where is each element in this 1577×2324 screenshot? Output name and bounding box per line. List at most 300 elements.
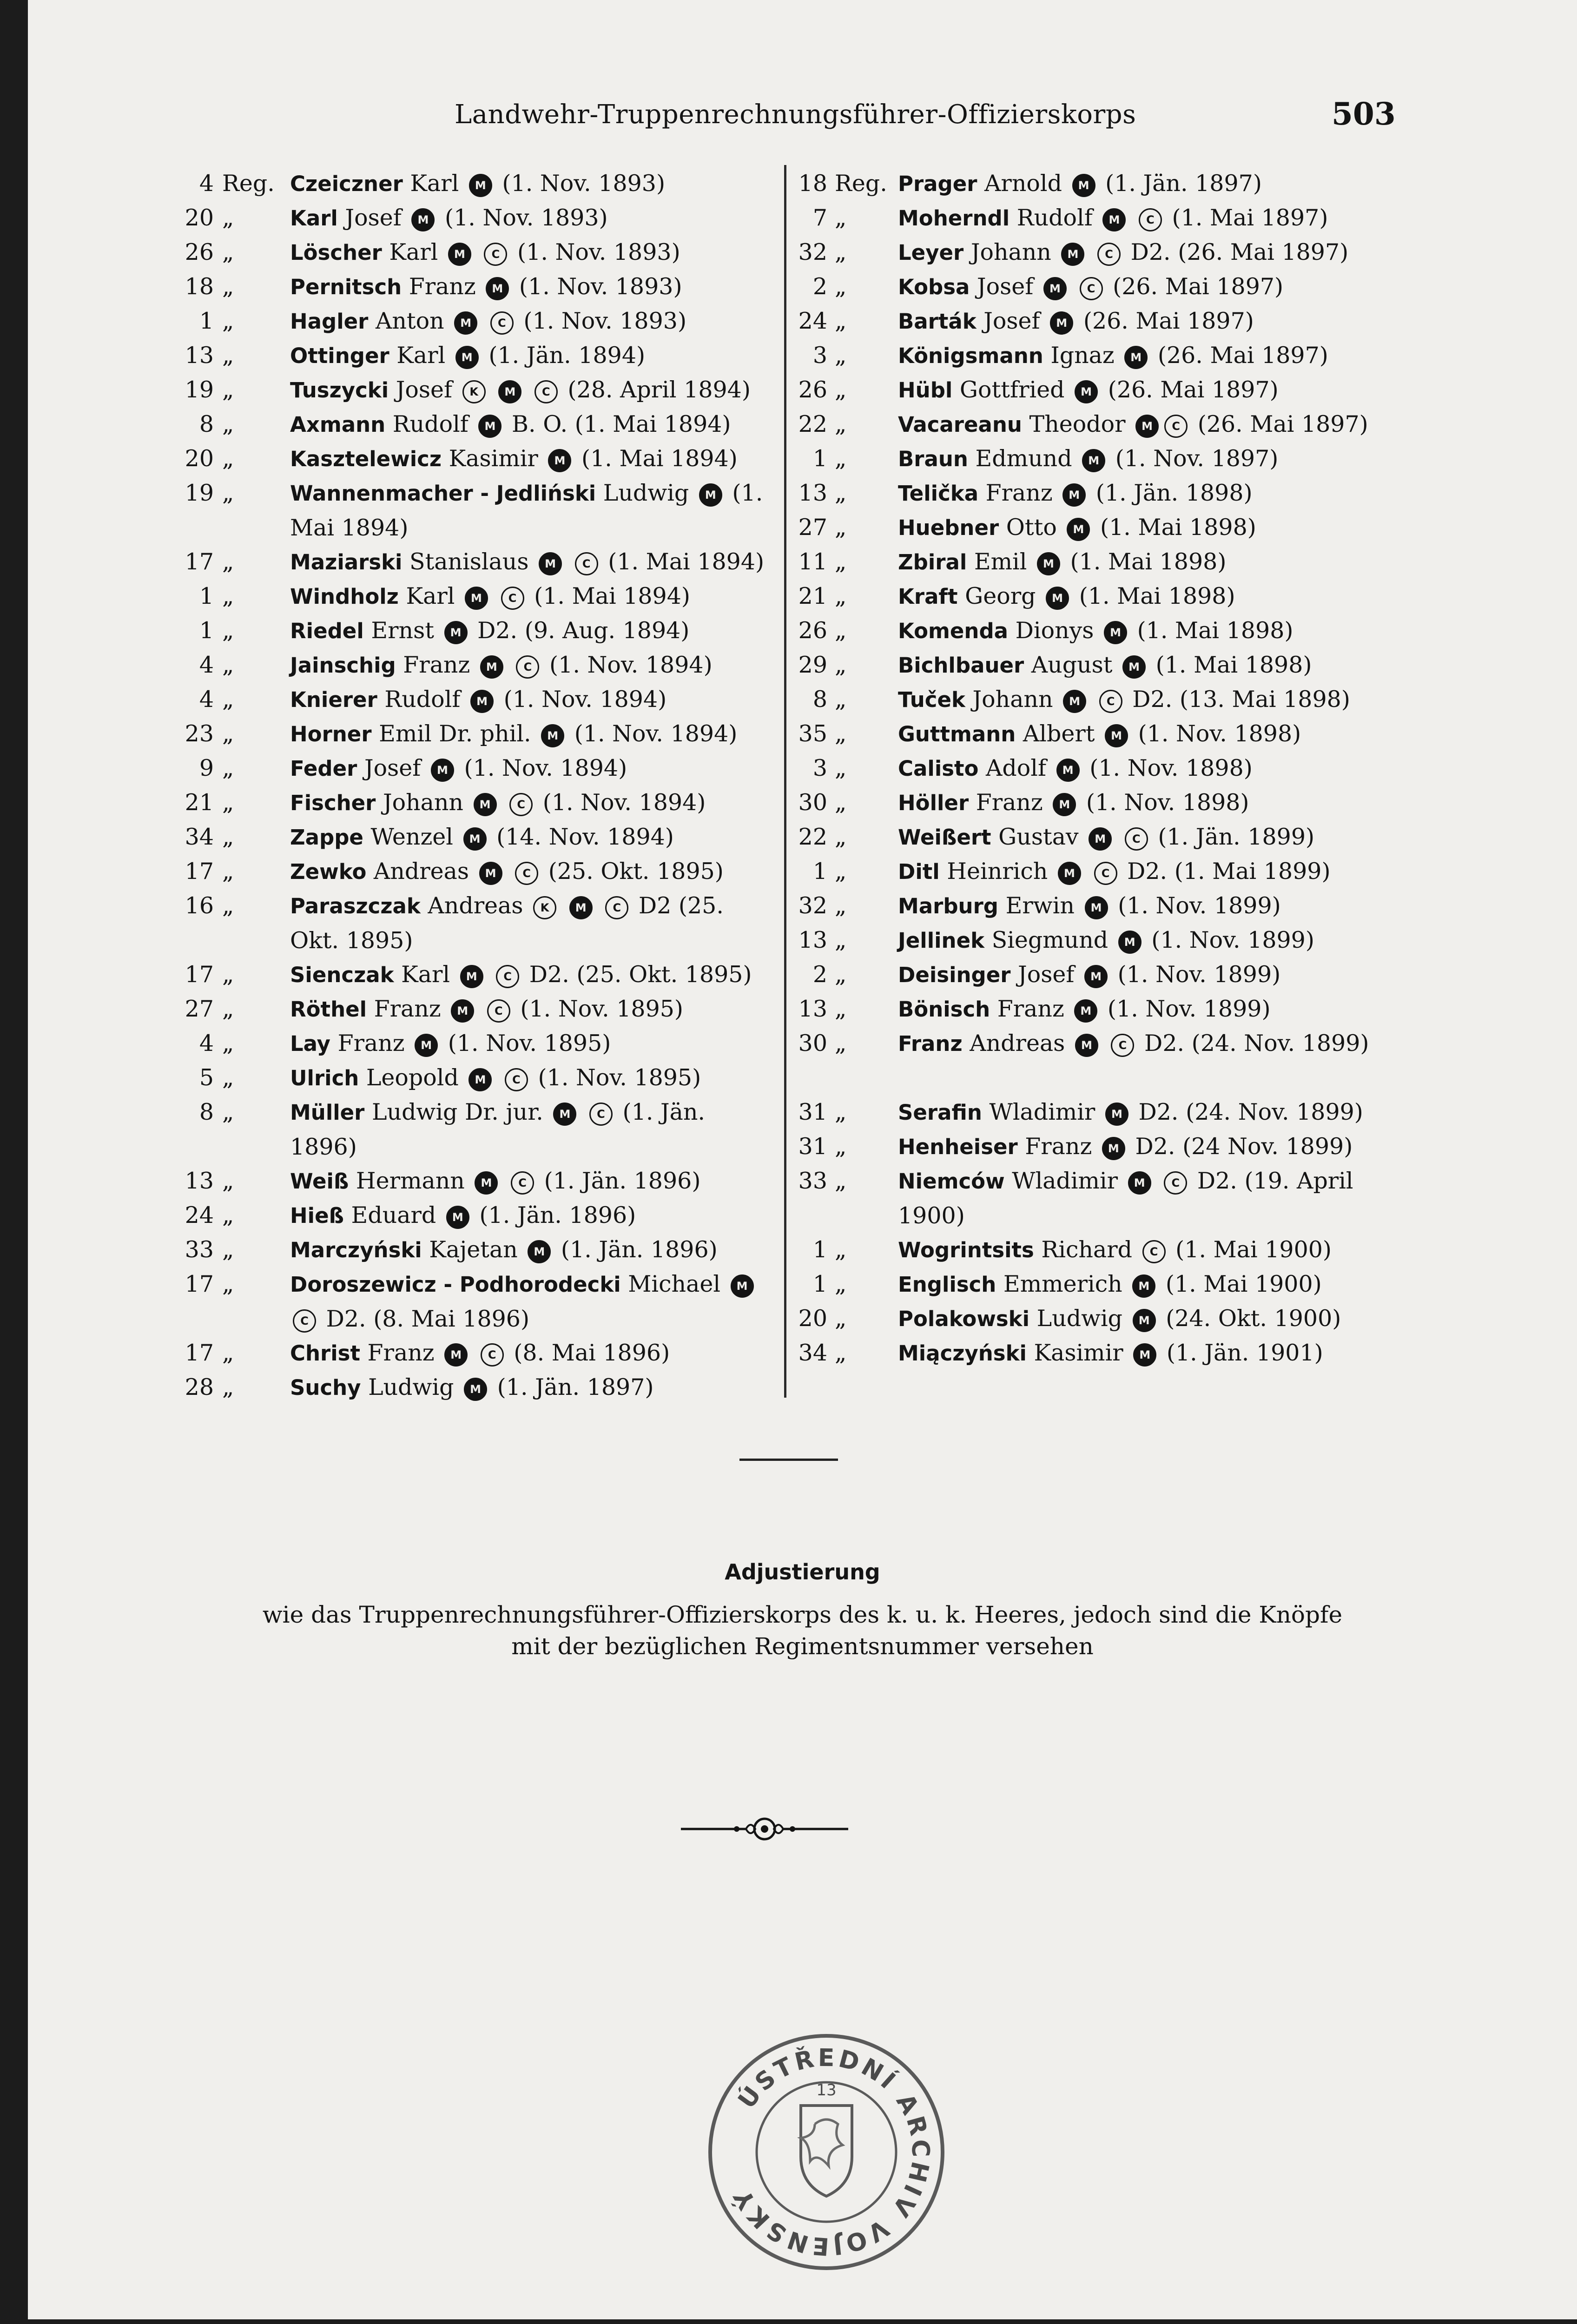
entry-detail: (1. Nov. 1898) — [1079, 789, 1249, 816]
entry-detail — [495, 1064, 502, 1091]
list-item — [165, 166, 778, 201]
seal-m-icon: M — [1089, 827, 1112, 851]
officer-surname: Axmann — [290, 412, 386, 437]
entry-text — [290, 166, 778, 201]
entry-text — [898, 407, 1390, 442]
list-item — [790, 717, 1390, 751]
officer-surname: Wannenmacher - Jedliński — [290, 481, 596, 506]
entry-text — [898, 1164, 1390, 1233]
regiment-label: „ — [835, 1236, 847, 1263]
entry-detail: (1. Mai 1898) — [1130, 617, 1293, 644]
regiment-label: „ — [222, 1271, 234, 1297]
regiment-number: 22 — [798, 411, 827, 437]
regiment-label: „ — [222, 1374, 234, 1400]
officer-surname: Henheiser — [898, 1135, 1018, 1159]
regiment-number: 17 — [185, 858, 214, 885]
regiment-label: „ — [835, 720, 847, 747]
regiment-number: 20 — [185, 205, 214, 231]
regiment-number: 1 — [199, 583, 214, 609]
regiment-number: 33 — [798, 1168, 827, 1194]
officer-surname: Leyer — [898, 240, 964, 265]
entry-text — [898, 1026, 1390, 1061]
list-item — [165, 1026, 778, 1061]
entry-detail: D2. (9. Aug. 1894) — [470, 617, 690, 644]
adjustierung-title: Adjustierung — [725, 1559, 880, 1585]
officer-surname: Horner — [290, 722, 372, 746]
list-item — [790, 1301, 1390, 1336]
regiment-number: 24 — [185, 1202, 214, 1228]
regiment-number: 17 — [185, 1340, 214, 1366]
entry-detail: (28. April 1894) — [560, 376, 751, 403]
entry-detail: Eduard — [343, 1202, 443, 1228]
list-item — [165, 1267, 778, 1336]
seal-c-icon: C — [1099, 690, 1122, 713]
seal-c-icon: C — [487, 999, 510, 1023]
seal-c-icon: C — [605, 896, 628, 919]
regiment-label: „ — [222, 720, 234, 747]
regiment-label: „ — [222, 342, 234, 369]
regiment-number: 4 — [199, 652, 214, 678]
entry-detail: D2. (24. Nov. 1899) — [1137, 1030, 1369, 1056]
seal-m-icon: M — [464, 1378, 487, 1401]
column-divider — [784, 165, 786, 1398]
seal-m-icon: M — [1037, 552, 1060, 575]
seal-m-icon: M — [1075, 380, 1098, 403]
entry-text — [898, 1129, 1390, 1164]
entry-text — [898, 338, 1390, 373]
regiment-number: 17 — [185, 961, 214, 988]
list-item — [790, 201, 1390, 235]
officer-surname: Lay — [290, 1031, 330, 1056]
regiment-number: 35 — [798, 720, 827, 747]
regiment-label: „ — [222, 617, 234, 644]
entry-detail: Andreas — [420, 892, 531, 919]
regiment-number: 3 — [812, 342, 827, 369]
entry-text — [898, 579, 1390, 614]
entry-detail: Karl — [402, 170, 466, 197]
entry-detail: Erwin — [998, 892, 1082, 919]
regiment-label: „ — [222, 961, 234, 988]
entry-detail: (1. Nov. 1893) — [495, 170, 666, 197]
entry-detail — [474, 239, 482, 265]
regiment-label: „ — [222, 1064, 234, 1091]
entry-text — [898, 235, 1390, 270]
list-item — [165, 957, 778, 992]
entry-text — [290, 648, 778, 683]
seal-m-icon: M — [411, 208, 435, 231]
seal-m-icon: M — [1043, 277, 1067, 300]
entry-detail: (1. Mai 1900) — [1158, 1271, 1322, 1297]
seal-m-icon: M — [1061, 243, 1084, 266]
entry-detail: Franz — [969, 789, 1050, 816]
entry-text — [898, 923, 1390, 958]
seal-m-icon: M — [479, 862, 502, 885]
seal-m-icon: M — [1075, 1034, 1098, 1057]
seal-m-icon: M — [448, 243, 471, 266]
list-item — [790, 751, 1390, 786]
entry-detail: (26. Mai 1897) — [1190, 411, 1368, 437]
entry-detail — [595, 892, 603, 919]
regiment-label: Reg. — [222, 170, 275, 197]
officer-surname: Tuček — [898, 687, 965, 712]
seal-m-icon: M — [569, 896, 593, 919]
regiment-number: 2 — [812, 961, 827, 988]
entry-text — [898, 270, 1390, 304]
officer-surname: Doroszewicz - Podhorodecki — [290, 1272, 621, 1297]
regiment-number: 32 — [798, 239, 827, 265]
list-item — [790, 373, 1390, 407]
seal-m-icon: M — [1105, 724, 1128, 747]
officer-surname: Kobsa — [898, 275, 970, 299]
regiment-label: „ — [222, 445, 234, 472]
entry-text — [898, 751, 1390, 786]
officer-surname: Ottinger — [290, 343, 389, 368]
regiment-label: „ — [835, 617, 847, 644]
entry-detail: (1. Mai 1894) — [290, 480, 763, 541]
seal-m-icon: M — [1124, 346, 1148, 369]
list-item — [790, 889, 1390, 923]
seal-m-icon: M — [1104, 621, 1127, 644]
entry-detail — [500, 789, 507, 816]
list-item — [165, 304, 778, 338]
list-item — [165, 854, 778, 889]
entry-detail: Hermann — [349, 1168, 472, 1194]
entry-detail: D2 (25. Okt. 1895) — [290, 892, 724, 954]
entry-detail: Franz — [978, 480, 1060, 506]
entry-detail: Ernst — [363, 617, 442, 644]
regiment-number: 8 — [199, 411, 214, 437]
entry-text — [290, 992, 778, 1027]
entry-detail: (26. Mai 1897) — [1076, 308, 1254, 334]
officer-surname: Niemców — [898, 1169, 1005, 1194]
list-item — [790, 304, 1390, 338]
officer-surname: Hübl — [898, 378, 953, 403]
entry-text — [290, 545, 778, 580]
entry-detail: Ludwig — [361, 1374, 462, 1400]
entry-detail: Leopold — [359, 1064, 466, 1091]
officer-surname: Deisinger — [898, 963, 1011, 987]
entry-detail: Emmerich — [996, 1271, 1130, 1297]
regiment-number: 29 — [798, 652, 827, 678]
regiment-number: 13 — [798, 927, 827, 953]
regiment-label: „ — [835, 652, 847, 678]
regiment-number: 21 — [185, 789, 214, 816]
seal-m-icon: M — [1102, 208, 1126, 231]
regiment-label: „ — [835, 824, 847, 850]
officer-surname: Pernitsch — [290, 275, 402, 299]
stamp-number: 13 — [816, 2081, 837, 2100]
officer-surname: Miączyński — [898, 1341, 1027, 1366]
regiment-number: 3 — [812, 755, 827, 781]
regiment-label: „ — [222, 789, 234, 816]
entry-detail: Josef — [1010, 961, 1082, 988]
regiment-number: 34 — [798, 1340, 827, 1366]
entry-text — [290, 201, 778, 236]
regiment-label: „ — [835, 514, 847, 541]
entry-detail: (8. Mai 1896) — [506, 1340, 670, 1366]
entry-text — [290, 1061, 778, 1096]
regiment-label: „ — [222, 583, 234, 609]
entry-detail: Emil — [967, 548, 1034, 575]
officer-surname: Christ — [290, 1341, 360, 1366]
list-item — [165, 201, 778, 235]
list-item — [790, 992, 1390, 1026]
seal-m-icon: M — [480, 655, 503, 679]
entry-detail: (1. Jän. 1896) — [554, 1236, 718, 1263]
entry-text — [290, 476, 778, 545]
entry-detail: (1. Nov. 1899) — [1110, 961, 1281, 988]
entry-detail: (1. Jän. 1896) — [537, 1168, 701, 1194]
entry-text — [898, 614, 1390, 648]
regiment-label: „ — [222, 1236, 234, 1263]
entry-detail: (1. Nov. 1895) — [441, 1030, 611, 1056]
entry-detail: (1. Mai 1898) — [1072, 583, 1235, 609]
entry-detail: Ludwig — [596, 480, 696, 506]
regiment-label: „ — [835, 583, 847, 609]
list-item — [165, 1095, 778, 1164]
list-item — [165, 1061, 778, 1095]
seal-m-icon: M — [460, 965, 483, 988]
entry-detail: (1. Jän. 1901) — [1159, 1340, 1323, 1366]
regiment-label: „ — [835, 1305, 847, 1332]
entry-detail: Rudolf — [377, 686, 468, 713]
officer-surname: Marburg — [898, 894, 998, 918]
list-item — [165, 442, 778, 476]
list-item — [165, 1164, 778, 1198]
list-item — [165, 338, 778, 373]
list-item — [790, 682, 1390, 717]
regiment-number: 2 — [812, 273, 827, 300]
entry-text — [290, 1198, 778, 1233]
officer-surname: Jellinek — [898, 928, 985, 953]
seal-c-icon: C — [509, 793, 533, 816]
seal-m-icon: M — [469, 174, 492, 197]
seal-m-icon: M — [1063, 690, 1086, 713]
regiment-label: „ — [835, 548, 847, 575]
entry-detail: D2. (8. Mai 1896) — [319, 1306, 530, 1332]
entry-detail: (24. Okt. 1900) — [1158, 1305, 1341, 1332]
list-item — [790, 579, 1390, 614]
list-item — [165, 751, 778, 786]
officer-surname: Serafin — [898, 1100, 982, 1125]
list-item — [165, 648, 778, 682]
officer-surname: Telička — [898, 481, 979, 506]
entry-text — [898, 510, 1390, 545]
seal-c-icon: C — [516, 655, 539, 679]
seal-m-icon: M — [498, 380, 521, 403]
entry-detail — [491, 583, 498, 609]
officer-surname: Calisto — [898, 756, 979, 781]
list-item — [165, 407, 778, 442]
entry-detail — [501, 1168, 508, 1194]
officer-surname: Riedel — [290, 619, 364, 643]
entry-detail: D2. (19. April 1900) — [898, 1168, 1353, 1229]
officer-surname: Feder — [290, 756, 357, 781]
entry-text — [898, 1095, 1390, 1130]
officer-surname: Paraszczak — [290, 894, 421, 918]
regiment-label: „ — [835, 789, 847, 816]
regiment-number: 1 — [199, 617, 214, 644]
list-item — [790, 1233, 1390, 1267]
list-item — [165, 1336, 778, 1370]
entry-detail: Johann — [965, 686, 1061, 713]
seal-c-icon: C — [496, 965, 519, 988]
entry-text — [290, 1233, 778, 1268]
entry-detail: Siegmund — [984, 927, 1115, 953]
officer-surname: Guttmann — [898, 722, 1016, 746]
regiment-number: 33 — [185, 1236, 214, 1263]
seal-c-icon: C — [1080, 277, 1103, 300]
regiment-label: „ — [835, 1340, 847, 1366]
list-item — [165, 373, 778, 407]
document-page — [28, 0, 1577, 2319]
regiment-number: 34 — [185, 824, 214, 850]
entry-detail: Josef — [389, 376, 460, 403]
seal-c-icon: C — [511, 1171, 534, 1195]
list-item — [790, 1095, 1390, 1129]
seal-m-icon: M — [731, 1274, 754, 1298]
entry-text — [898, 992, 1390, 1027]
list-item — [790, 1267, 1390, 1301]
entry-detail: (1. Nov. 1898) — [1082, 755, 1253, 781]
regiment-label: „ — [222, 308, 234, 334]
list-item — [790, 786, 1390, 820]
list-item — [165, 270, 778, 304]
entry-detail: (1. Mai 1898) — [1093, 514, 1256, 541]
entry-detail: (1. Mai 1898) — [1148, 652, 1312, 678]
seal-c-icon: C — [534, 380, 558, 403]
entry-detail: Heinrich — [939, 858, 1055, 885]
seal-m-icon: M — [1128, 1171, 1151, 1195]
seal-m-icon: M — [465, 587, 488, 610]
entry-detail: (14. Nov. 1894) — [489, 824, 674, 850]
regiment-label: „ — [835, 376, 847, 403]
entry-detail: August — [1024, 652, 1120, 678]
regiment-label: „ — [835, 480, 847, 506]
seal-c-icon: C — [515, 862, 538, 885]
regiment-label: „ — [222, 376, 234, 403]
regiment-number: 28 — [185, 1374, 214, 1400]
seal-m-icon: M — [1084, 965, 1108, 988]
entry-detail: Kasimir — [1026, 1340, 1131, 1366]
entry-detail: Edmund — [968, 445, 1080, 472]
seal-m-icon: M — [1072, 174, 1095, 197]
officer-surname: Ditl — [898, 859, 940, 884]
officer-surname: Hagler — [290, 309, 369, 334]
entry-detail — [1101, 1030, 1109, 1056]
regiment-number: 1 — [812, 858, 827, 885]
entry-detail: D2. (24. Nov. 1899) — [1131, 1099, 1363, 1125]
regiment-label: „ — [222, 1202, 234, 1228]
seal-c-icon: C — [575, 552, 598, 575]
officer-surname: Königsmann — [898, 343, 1043, 368]
entry-text — [290, 614, 778, 648]
entry-text — [898, 201, 1390, 236]
list-item — [165, 476, 778, 545]
entry-detail: (1. Nov. 1893) — [437, 205, 608, 231]
regiment-label: „ — [222, 239, 234, 265]
entry-text — [898, 889, 1390, 924]
entry-detail: Karl — [389, 342, 453, 369]
seal-m-icon: M — [539, 552, 562, 575]
entry-detail: (26. Mai 1897) — [1105, 273, 1284, 300]
regiment-label: „ — [222, 996, 234, 1022]
entry-detail: (1. Nov. 1895) — [530, 1064, 701, 1091]
regiment-label: „ — [835, 411, 847, 437]
seal-m-icon: M — [548, 449, 571, 472]
entry-text — [898, 304, 1390, 339]
entry-detail — [1089, 686, 1096, 713]
entry-detail: Wenzel — [363, 824, 461, 850]
entry-detail: Wladimir — [982, 1099, 1102, 1125]
entry-text — [290, 751, 778, 786]
list-item — [790, 166, 1390, 201]
officer-surname: Weiß — [290, 1169, 349, 1194]
entry-detail: Gottfried — [952, 376, 1072, 403]
entry-detail: (1. Nov. 1894) — [456, 755, 627, 781]
seal-m-icon: M — [468, 1068, 492, 1091]
entry-detail: (1. Nov. 1895) — [513, 996, 684, 1022]
ornament-icon — [676, 1813, 853, 1845]
regiment-number: 26 — [185, 239, 214, 265]
regiment-number: 20 — [798, 1305, 827, 1332]
entry-detail: Franz — [402, 273, 483, 300]
entry-detail: Franz — [367, 996, 449, 1022]
stamp-text: ÚSTŘEDNÍ ARCHIV VOJENSKÝ — [727, 2044, 935, 2260]
entry-detail: Rudolf — [1010, 205, 1100, 231]
entry-detail: Kasimir — [442, 445, 546, 472]
regiment-number: 26 — [798, 617, 827, 644]
list-item — [790, 510, 1390, 545]
regiment-label: „ — [222, 686, 234, 713]
entry-detail: Josef — [976, 308, 1048, 334]
regiment-number: 19 — [185, 376, 214, 403]
seal-m-icon: M — [1118, 931, 1142, 954]
entry-detail: (1. Mai 1900) — [1168, 1236, 1332, 1263]
regiment-label: „ — [835, 1030, 847, 1056]
seal-m-icon: M — [444, 621, 468, 644]
officer-surname: Kasztelewicz — [290, 447, 442, 471]
regiment-number: 27 — [185, 996, 214, 1022]
entry-detail: (1. Nov. 1893) — [510, 239, 680, 265]
regiment-number: 21 — [798, 583, 827, 609]
regiment-number: 4 — [199, 170, 214, 197]
entry-detail: (1. Mai 1894) — [574, 445, 738, 472]
list-item — [165, 1233, 778, 1267]
list-item — [790, 820, 1390, 854]
seal-m-icon: M — [455, 346, 479, 369]
officer-surname: Englisch — [898, 1272, 996, 1297]
seal-m-icon: M — [1082, 449, 1105, 472]
entry-text — [898, 545, 1390, 580]
officer-surname: Komenda — [898, 619, 1009, 643]
regiment-label: „ — [835, 1168, 847, 1194]
regiment-label: „ — [835, 996, 847, 1022]
regiment-number: 32 — [798, 892, 827, 919]
list-item — [165, 786, 778, 820]
regiment-number: 24 — [798, 308, 827, 334]
seal-c-icon: C — [1125, 827, 1148, 851]
regiment-number: 23 — [185, 720, 214, 747]
seal-c-icon: C — [1164, 1171, 1187, 1195]
officer-surname: Karl — [290, 206, 338, 231]
entry-text — [898, 820, 1390, 855]
entry-text — [898, 1301, 1390, 1336]
seal-m-icon: M — [553, 1103, 576, 1126]
entry-detail: Josef — [357, 755, 428, 781]
seal-m-icon: M — [470, 690, 494, 713]
seal-m-icon: M — [431, 759, 454, 782]
